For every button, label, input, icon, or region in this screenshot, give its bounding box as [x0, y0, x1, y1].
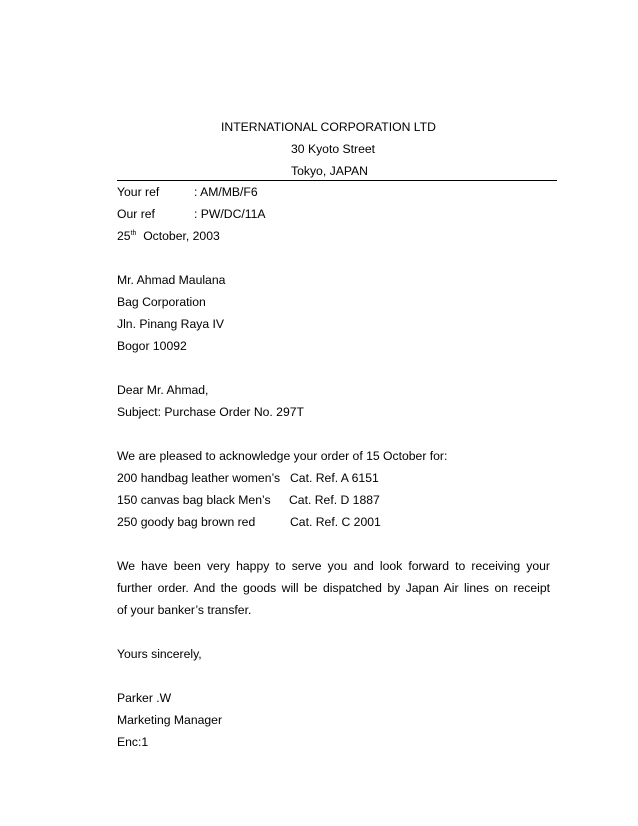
subject-line: Subject: Purchase Order No. 297T [117, 405, 304, 419]
acknowledgement-line: We are pleased to acknowledge your order of 15 October for: [117, 449, 448, 463]
signature-title: Marketing Manager [117, 713, 222, 727]
order-item-desc: 200 handbag leather women’s [117, 471, 281, 485]
letterhead-company: INTERNATIONAL CORPORATION LTD [221, 120, 436, 134]
date-day: 25 [117, 229, 131, 243]
order-item-desc: 250 goody bag brown red [117, 515, 256, 529]
order-item-ref: Cat. Ref. C 2001 [290, 515, 381, 529]
your-ref-value: : AM/MB/F6 [194, 185, 258, 199]
closing: Yours sincerely, [117, 647, 202, 661]
order-item [117, 516, 417, 528]
order-item-ref: Cat. Ref. D 1887 [289, 493, 380, 507]
signature-name: Parker .W [117, 691, 172, 705]
date-suffix: th [130, 229, 137, 237]
recipient-street: Jln. Pinang Raya IV [117, 317, 225, 331]
order-item [117, 472, 417, 484]
body-paragraph [117, 560, 550, 626]
letterhead-city: Tokyo, JAPAN [291, 164, 368, 178]
recipient-name: Mr. Ahmad Maulana [117, 273, 226, 287]
order-item-desc: 150 canvas bag black Men’s [117, 493, 271, 507]
our-ref-value: : PW/DC/11A [194, 207, 266, 221]
body-line: We have been very happy to serve you and look forward to receiving your [117, 559, 550, 573]
recipient-city: Bogor 10092 [117, 339, 187, 353]
letterhead-divider [117, 180, 557, 181]
letter-date [117, 230, 220, 242]
enclosure: Enc:1 [117, 735, 149, 749]
order-item-ref: Cat. Ref. A 6151 [290, 471, 379, 485]
your-ref-label: Your ref [117, 185, 160, 199]
letterhead-street: 30 Kyoto Street [291, 142, 376, 156]
order-item [117, 494, 417, 506]
salutation: Dear Mr. Ahmad, [117, 383, 209, 397]
our-ref-label: Our ref [117, 207, 155, 221]
date-rest: October, 2003 [143, 229, 220, 243]
body-line: further order. And the goods will be dispatched by Japan Air lines on receipt [117, 581, 550, 595]
recipient-company: Bag Corporation [117, 295, 206, 309]
body-line: of your banker’s transfer. [117, 603, 252, 617]
